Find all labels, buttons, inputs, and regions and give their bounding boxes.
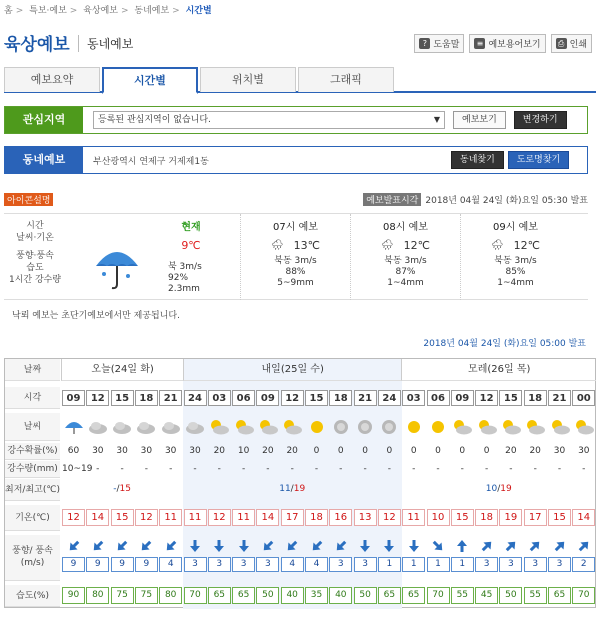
tab-location[interactable]: 위치별 (200, 67, 296, 92)
humidity-cell: 75 (135, 587, 158, 604)
rain-cell: - (533, 464, 537, 474)
help-icon: ? (419, 38, 430, 49)
weather-icon (329, 418, 352, 439)
page-header (0, 28, 600, 62)
lightning-note: 낙뢰 예보는 초단기예보에서만 제공됩니다. (12, 311, 180, 321)
humidity-cell: 75 (111, 587, 134, 604)
help-button[interactable]: ? 도움말 (414, 34, 464, 53)
region-label: 관심지역 (5, 107, 83, 133)
hour-cell: 09 (256, 390, 279, 406)
humidity-cell: 50 (499, 587, 522, 604)
temp-cell: 15 (548, 509, 571, 526)
pop-cell: 20 (529, 446, 541, 456)
pop-cell: 0 (386, 446, 393, 456)
min-temp: 10 (485, 484, 498, 494)
pop-cell: 10 (237, 446, 250, 456)
hour-cell: 06 (427, 390, 450, 406)
weather-icon (305, 418, 328, 439)
day-header: 오늘(24일 화) (61, 359, 183, 381)
humidity-cell: 65 (402, 587, 425, 604)
humidity-cell: 40 (329, 587, 352, 604)
publish-time: 예보발표시각 2018년 04월 24일 (화)요일 05:30 발표 (363, 193, 588, 206)
wind-speed-cell: 1 (427, 557, 450, 572)
wind-speed-cell: 3 (184, 557, 207, 572)
weather-icon (572, 418, 595, 439)
row-label: 강수량(mm) (5, 461, 60, 478)
wind-speed-cell: 9 (86, 557, 109, 572)
hour-cell: 12 (86, 390, 109, 406)
temp-cell: 18 (305, 509, 328, 526)
breadcrumb-dong[interactable]: 동네예보 (134, 6, 170, 16)
wind-speed-cell: 2 (572, 557, 595, 572)
row-label: 풍향/ 풍속(m/s) (5, 535, 60, 581)
hour-cell: 21 (354, 390, 377, 406)
weather-icon (232, 418, 255, 439)
rain-umbrella-icon (92, 242, 142, 295)
humidity-cell: 50 (256, 587, 279, 604)
humidity-cell: 80 (86, 587, 109, 604)
row-label: 날짜 (5, 359, 60, 381)
wind-arrow-icon (451, 539, 474, 553)
min-max-temp (61, 484, 183, 494)
pop-cell: 0 (337, 446, 344, 456)
rain-cell: - (314, 464, 319, 474)
printer-icon: ⎙ (556, 38, 567, 49)
wind-arrow-icon (232, 539, 255, 553)
wind-speed-cell: 1 (402, 557, 425, 572)
wind-arrow-icon (572, 539, 595, 553)
temp-cell: 19 (499, 509, 522, 526)
weather-icon (62, 418, 85, 439)
pop-cell: 30 (578, 446, 590, 456)
row-label: 최저/최고(℃) (5, 479, 60, 501)
pop-cell: 30 (140, 446, 153, 456)
pop-cell: 20 (286, 446, 298, 456)
max-temp: 15 (119, 484, 131, 494)
wind-arrow-icon (305, 539, 328, 553)
temp-cell: 11 (232, 509, 255, 526)
humidity-cell: 70 (572, 587, 595, 604)
tab-graphic[interactable]: 그래픽 (298, 67, 394, 92)
pop-cell: 0 (435, 446, 441, 456)
wind-speed-cell: 3 (329, 557, 352, 572)
wind-speed-cell: 3 (548, 557, 571, 572)
temp-cell: 12 (135, 509, 158, 526)
wind-arrow-icon (184, 539, 207, 553)
wind-arrow-icon (135, 539, 158, 553)
wind-arrow-icon (62, 539, 85, 553)
rain-cell: - (169, 464, 173, 474)
hour-cell: 15 (499, 390, 522, 406)
wind-speed-cell: 1 (451, 557, 474, 572)
pop-cell: 60 (67, 446, 80, 456)
forecast-09: 09시 예보 🌧 12℃ 북동 3m/s 85% 1~4mm (460, 214, 570, 300)
wind-arrow-icon (524, 539, 547, 553)
rain-cell: - (217, 464, 221, 474)
dong-label: 동네예보 (5, 147, 83, 173)
row-label: 시각 (5, 387, 60, 409)
pop-cell: 0 (313, 446, 320, 456)
weather-icon (354, 418, 377, 439)
temp-cell: 11 (184, 509, 207, 526)
pop-cell: 20 (262, 446, 274, 456)
temp-cell: 12 (208, 509, 231, 526)
wind-speed-cell: 9 (135, 557, 158, 572)
book-icon: ≡ (474, 38, 485, 49)
hour-cell: 24 (184, 390, 207, 406)
wind-speed-cell: 4 (305, 557, 328, 572)
weather-icon (135, 418, 158, 439)
weather-icon (111, 418, 134, 439)
tab-summary[interactable]: 예보요약 (4, 67, 100, 92)
rain-cell: 10~19 (62, 464, 93, 474)
rain-cell: - (412, 464, 416, 474)
temp-cell: 13 (354, 509, 377, 526)
wind-speed-cell: 3 (524, 557, 547, 572)
hour-cell: 21 (548, 390, 571, 406)
humidity-cell: 45 (475, 587, 498, 604)
humidity-cell: 35 (305, 587, 328, 604)
row-label: 날씨 (5, 413, 60, 441)
wind-speed-cell: 3 (354, 557, 377, 572)
max-temp: 19 (500, 484, 512, 494)
weather-icon (451, 418, 474, 439)
min-max-separator: / (116, 484, 120, 494)
pop-cell: 30 (189, 446, 201, 456)
forecast-07: 07시 예보 🌧 13℃ 북동 3m/s 88% 5~9mm (240, 214, 350, 300)
region-dropdown[interactable]: 등록된 관심지역이 없습니다. ▼ (93, 111, 445, 129)
wind-speed-cell: 9 (62, 557, 85, 572)
region-selector (4, 106, 588, 134)
wind-arrow-icon (208, 539, 231, 553)
page-title: 육상예보 (4, 35, 70, 55)
temp-cell: 11 (402, 509, 425, 526)
humidity-cell: 50 (354, 587, 377, 604)
temp-cell: 15 (451, 509, 474, 526)
weather-icon (402, 418, 425, 439)
min-max-temp (401, 484, 596, 494)
rain-cell: - (241, 464, 246, 474)
rain-icon: 🌧 (490, 240, 504, 251)
chevron-down-icon: ▼ (433, 115, 440, 124)
pop-cell: 0 (459, 446, 466, 456)
rain-cell: - (509, 464, 513, 474)
breadcrumb: 홈 > 특보·예보 > 육상예보 > 동네예보 > 시간별 (4, 6, 212, 16)
humidity-cell: 65 (232, 587, 255, 604)
hour-cell: 21 (159, 390, 182, 406)
hour-cell: 15 (305, 390, 328, 406)
rain-cell: - (436, 464, 440, 474)
temp-cell: 12 (62, 509, 85, 526)
day-header: 모레(26일 목) (401, 359, 596, 381)
min-max-separator: / (497, 484, 501, 494)
temp-cell: 14 (86, 509, 109, 526)
rain-cell: - (120, 464, 124, 474)
rain-cell: - (363, 464, 367, 474)
humidity-cell: 80 (159, 587, 182, 604)
weather-icon (184, 418, 207, 439)
current-labels: 시간 날씨·기온 풍향·풍속 습도 1시간 강수량 (8, 221, 62, 285)
wind-arrow-icon (402, 539, 425, 553)
day-header: 내일(25일 수) (183, 359, 402, 381)
pop-cell: 0 (362, 446, 368, 456)
rain-cell: - (387, 464, 392, 474)
rain-cell: - (193, 464, 197, 474)
humidity-cell: 40 (281, 587, 304, 604)
pop-cell: 30 (164, 446, 177, 456)
max-temp: 19 (293, 484, 306, 494)
weather-icon (208, 418, 231, 439)
find-road-button[interactable]: 도로명찾기 (508, 151, 569, 169)
weather-icon (256, 418, 279, 439)
humidity-cell: 55 (451, 587, 474, 604)
weather-icon (281, 418, 304, 439)
hour-cell: 24 (378, 390, 401, 406)
rain-cell: - (484, 464, 489, 474)
breadcrumb-land[interactable]: 육상예보 (83, 6, 118, 16)
rain-cell: - (290, 464, 294, 474)
hourly-forecast-table (4, 358, 596, 608)
wind-arrow-icon (475, 539, 498, 553)
temp-cell: 10 (427, 509, 450, 526)
temp-cell: 17 (524, 509, 547, 526)
hour-cell: 18 (329, 390, 352, 406)
wind-arrow-icon (256, 539, 279, 553)
hour-cell: 03 (402, 390, 425, 406)
current-weather-panel (4, 213, 588, 300)
breadcrumb-home[interactable]: 홈 (4, 6, 13, 16)
hour-cell: 12 (475, 390, 498, 406)
pop-cell: 30 (116, 446, 128, 456)
weather-icon (524, 418, 547, 439)
temp-cell: 18 (475, 509, 498, 526)
temp-cell: 14 (256, 509, 279, 526)
wind-speed-cell: 3 (208, 557, 231, 572)
pop-cell: 0 (483, 446, 490, 456)
grid-publish-time: 2018년 04월 24일 (화)요일 05:00 발표 (423, 339, 586, 349)
min-max-separator: / (290, 484, 294, 494)
weather-icon (427, 418, 450, 439)
wind-speed-cell: 9 (111, 557, 134, 572)
dong-address: 부산광역시 연제구 거제제1동 (93, 156, 209, 167)
min-max-temp (183, 484, 402, 494)
rain-cell: - (96, 464, 100, 474)
hour-cell: 03 (208, 390, 231, 406)
humidity-cell: 70 (184, 587, 207, 604)
icon-description-badge[interactable]: 아이콘설명 (4, 193, 53, 206)
wind-speed-cell: 3 (475, 557, 498, 572)
row-label: 습도(%) (5, 585, 60, 607)
weather-icon (548, 418, 571, 439)
wind-speed-cell: 3 (499, 557, 522, 572)
wind-arrow-icon (159, 539, 182, 553)
temp-cell: 11 (159, 509, 182, 526)
hour-cell: 09 (62, 390, 85, 406)
wind-arrow-icon (499, 539, 522, 553)
temp-cell: 17 (281, 509, 304, 526)
wind-arrow-icon (281, 539, 304, 553)
wind-arrow-icon (111, 539, 134, 553)
hour-cell: 18 (524, 390, 547, 406)
wind-arrow-icon (378, 539, 401, 553)
breadcrumb-warning[interactable]: 특보·예보 (29, 6, 67, 16)
hour-cell: 12 (281, 390, 304, 406)
rain-cell: - (582, 464, 586, 474)
wind-arrow-icon (354, 539, 377, 553)
weather-icon (499, 418, 522, 439)
wind-speed-cell: 3 (232, 557, 255, 572)
wind-arrow-icon (86, 539, 109, 553)
pop-cell: 0 (410, 446, 417, 456)
rain-cell: - (144, 464, 149, 474)
humidity-cell: 90 (62, 587, 85, 604)
rain-icon: 🌧 (270, 240, 284, 251)
forecast-08: 08시 예보 🌧 12℃ 북동 3m/s 87% 1~4mm (350, 214, 460, 300)
wind-arrow-icon (329, 539, 352, 553)
weather-icon (475, 418, 498, 439)
min-temp: 11 (279, 484, 291, 494)
humidity-cell: 65 (208, 587, 231, 604)
rain-icon: 🌧 (380, 240, 394, 251)
wind-speed-cell: 3 (256, 557, 279, 572)
current-weather: 현재 9℃ 북 3m/s 92% 2.3mm (168, 222, 202, 294)
humidity-cell: 55 (524, 587, 547, 604)
pop-cell: 30 (92, 446, 104, 456)
temp-cell: 12 (378, 509, 401, 526)
hour-cell: 00 (572, 390, 595, 406)
pop-cell: 20 (505, 446, 517, 456)
wind-speed-cell: 4 (159, 557, 182, 572)
wind-speed-cell: 1 (378, 557, 401, 572)
pop-cell: 30 (553, 446, 566, 456)
row-label: 강수확률(%) (5, 443, 60, 460)
view-forecast-button[interactable]: 예보보기 (453, 111, 506, 129)
humidity-cell: 65 (548, 587, 571, 604)
wind-speed-cell: 4 (281, 557, 304, 572)
tab-hourly[interactable]: 시간별 (102, 67, 198, 94)
change-region-button[interactable]: 변경하기 (514, 111, 567, 129)
humidity-cell: 70 (427, 587, 450, 604)
rain-cell: - (339, 464, 343, 474)
pop-cell: 20 (213, 446, 226, 456)
rain-cell: - (460, 464, 464, 474)
temp-cell: 15 (111, 509, 134, 526)
page-subtitle: 동네예보 (78, 35, 133, 52)
wind-arrow-icon (548, 539, 571, 553)
row-label: 기온(℃) (5, 505, 60, 531)
find-dong-button[interactable]: 동네찾기 (451, 151, 504, 169)
weather-icon (378, 418, 401, 439)
hour-cell: 09 (451, 390, 474, 406)
print-button[interactable]: ⎙ 인쇄 (551, 34, 592, 53)
hour-cell: 15 (111, 390, 134, 406)
wind-arrow-icon (427, 539, 450, 553)
temp-cell: 16 (329, 509, 352, 526)
hour-cell: 18 (135, 390, 158, 406)
hour-cell: 06 (232, 390, 255, 406)
rain-cell: - (557, 464, 562, 474)
temp-cell: 14 (572, 509, 595, 526)
min-temp: - (113, 484, 117, 494)
weather-icon (86, 418, 109, 439)
breadcrumb-current: 시간별 (185, 6, 212, 16)
tab-bar (4, 67, 596, 93)
dong-selector (4, 146, 588, 174)
weather-icon (159, 418, 182, 439)
rain-cell: - (266, 464, 270, 474)
glossary-button[interactable]: ≡ 예보용어보기 (469, 34, 545, 53)
humidity-cell: 65 (378, 587, 401, 604)
